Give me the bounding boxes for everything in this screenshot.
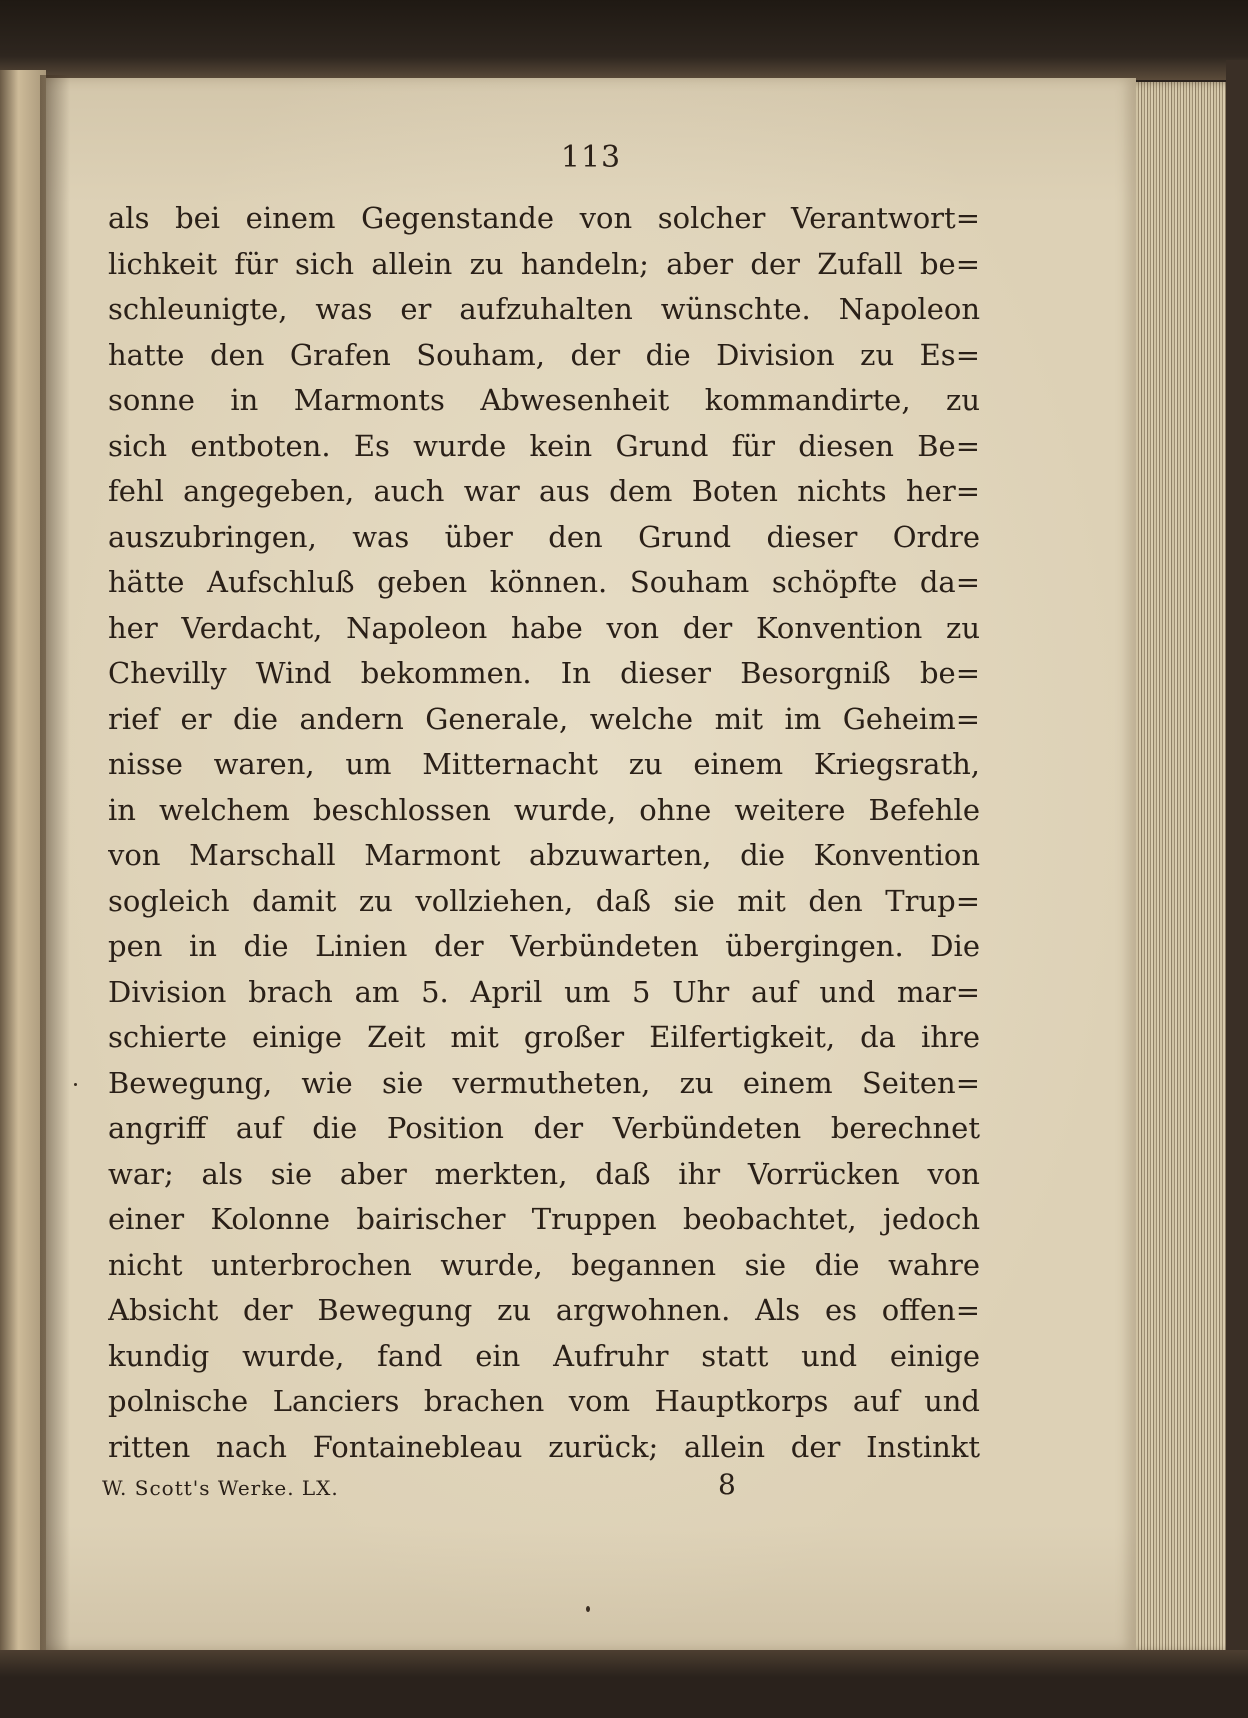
book-page <box>46 78 1136 1650</box>
text-line: war; als sie aber merkten, daß ihr Vorrücken von <box>108 1156 980 1191</box>
text-line: Division brach am 5. April um 5 Uhr auf und mar= <box>108 974 980 1009</box>
text-line: sonne in Marmonts Abwesenheit kommandirte, zu <box>108 383 980 417</box>
text-line: rief er die andern Generale, welche mit im Geheim= <box>108 701 980 736</box>
text-line: Absicht der Bewegung zu argwohnen. Als es offen= <box>108 1293 980 1327</box>
page-number: 113 <box>560 140 622 175</box>
text-line: kundig wurde, fand ein Aufruhr statt und einige <box>108 1338 980 1373</box>
book-cover-edge <box>1226 60 1248 1680</box>
text-line: lichkeit für sich allein zu handeln; aber der Zufall be= <box>108 246 980 281</box>
text-line: hätte Aufschluß geben können. Souham schöpfte da= <box>108 565 980 599</box>
page-footer <box>102 1468 802 1508</box>
text-line: sogleich damit zu vollziehen, daß sie mit den Trup= <box>108 883 980 918</box>
text-line: sich entboten. Es wurde kein Grund für diesen Be= <box>108 428 980 463</box>
text-line: fehl angegeben, auch war aus dem Boten nichts her= <box>108 474 980 508</box>
gutter-shadow <box>40 75 70 1660</box>
body-text <box>108 196 980 1470</box>
text-line: angriff auf die Position der Verbündeten berechnet <box>108 1111 980 1145</box>
text-line: als bei einem Gegenstande von solcher Verantwort= <box>108 201 980 235</box>
footer-signature-mark: 8 <box>718 1468 736 1501</box>
text-line: hatte den Grafen Souham, der die Division zu Es= <box>108 337 980 372</box>
text-line: Bewegung, wie sie vermutheten, zu einem Seiten= <box>108 1065 980 1100</box>
paper-speck <box>586 1606 590 1612</box>
text-line: her Verdacht, Napoleon habe von der Konvention zu <box>108 610 980 645</box>
footer-signature: W. Scott's Werke. LX. <box>102 1476 339 1500</box>
text-line: auszubringen, was über den Grund dieser Ordre <box>108 519 980 554</box>
text-line: in welchem beschlossen wurde, ohne weitere Befehle <box>108 792 980 827</box>
text-line: ritten nach Fontainebleau zurück; allein der Instinkt <box>108 1429 980 1464</box>
paper-speck <box>74 1083 77 1086</box>
top-shadow <box>0 0 1248 80</box>
bottom-shadow <box>0 1650 1248 1718</box>
text-line: polnische Lanciers brachen vom Hauptkorps auf und <box>108 1384 980 1418</box>
text-line: nisse waren, um Mitternacht zu einem Kriegsrath, <box>108 747 980 781</box>
text-line: schierte einige Zeit mit großer Eilfertigkeit, da ihre <box>108 1020 980 1054</box>
text-line: pen in die Linien der Verbündeten übergingen. Die <box>108 929 980 963</box>
text-line: von Marschall Marmont abzuwarten, die Konvention <box>108 838 980 872</box>
text-line: Chevilly Wind bekommen. In dieser Besorgniß be= <box>108 656 980 690</box>
text-line: schleunigte, was er aufzuhalten wünschte. Napoleon <box>108 292 980 326</box>
text-line: einer Kolonne bairischer Truppen beobachtet, jedoch <box>108 1202 980 1236</box>
text-line: nicht unterbrochen wurde, begannen sie die wahre <box>108 1247 980 1282</box>
